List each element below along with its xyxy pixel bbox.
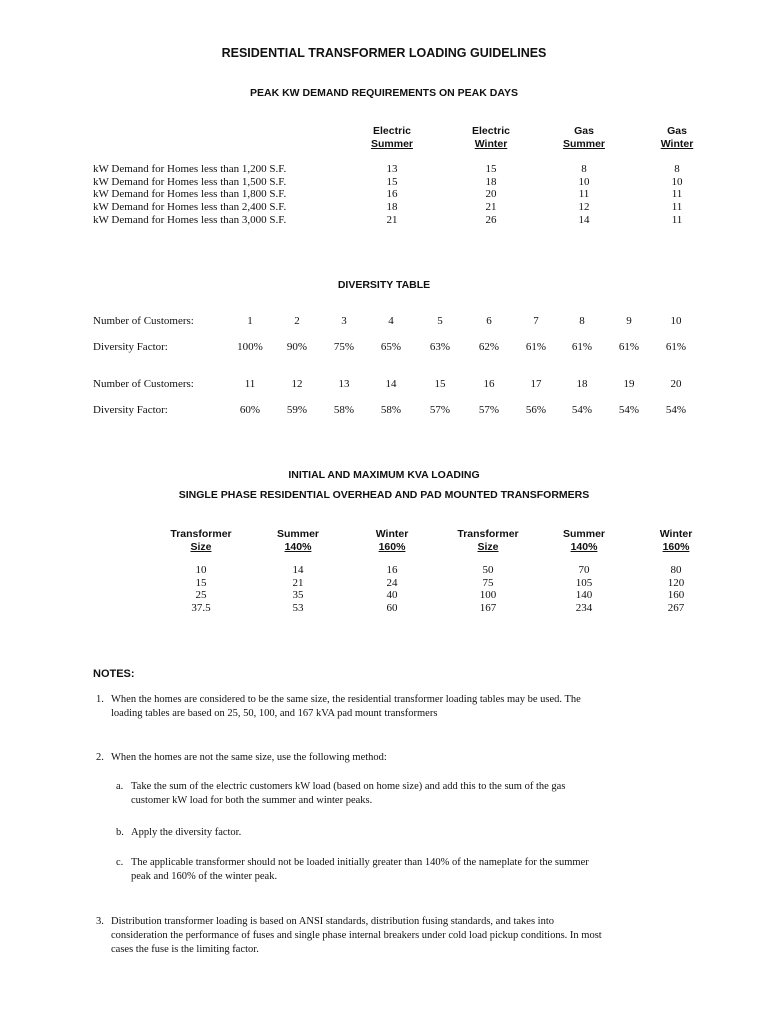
diversity-factor-value: 63% [429,341,451,353]
customers-label: Number of Customers: [93,315,194,327]
diversity-factor-value: 61% [525,341,547,353]
peak-column-header [632,125,722,151]
peak-column-header-line-1: Electric [373,125,411,137]
kva-cell: 40 [386,589,398,602]
kva-column-header [539,528,629,554]
kva-cell: 50 [482,564,494,576]
note-2a-line-1: Take the sum of the electric customers kW load (based on home size) and add this to the sum of the gas [131,781,566,792]
note-2a-letter: a. [116,781,124,792]
customer-count: 12 [291,378,303,390]
kva-cell: 15 [195,576,207,589]
diversity-factor-value: 58% [380,404,402,416]
kva-column-header-line-1: Transformer [457,528,519,540]
customer-count: 10 [670,315,682,327]
diversity-table-heading: DIVERSITY TABLE [337,279,431,291]
diversity-factor-value: 90% [286,341,308,353]
kva-cell: 70 [578,564,590,576]
customer-count: 4 [388,315,394,327]
kva-cell: 160 [667,589,685,602]
peak-row-value: 12 [578,201,590,214]
note-1-text [111,693,711,721]
note-2c-letter: c. [116,857,124,868]
diversity-factor-value: 62% [478,341,500,353]
kva-cell: 16 [386,564,398,576]
peak-row-label: kW Demand for Homes less than 1,200 S.F. [93,163,287,175]
kva-column-header [443,528,533,554]
kva-cell: 105 [575,576,593,589]
peak-row-value: 20 [485,188,497,201]
peak-column-header [347,125,437,151]
peak-row-value: 15 [485,163,497,175]
peak-row-value: 10 [671,175,683,188]
kva-loading-heading: INITIAL AND MAXIMUM KVA LOADING [288,469,480,481]
customer-count: 18 [576,378,588,390]
peak-column-header-line-1: Gas [667,125,687,137]
note-3-number: 3. [96,916,104,927]
kva-column-header-line-2: Size [477,541,499,553]
peak-row-value: 14 [578,213,590,226]
diversity-factor-value: 56% [525,404,547,416]
kva-column-header-line-1: Summer [276,528,319,540]
kva-column-header-line-1: Winter [659,528,693,540]
kva-column-header-line-1: Transformer [170,528,232,540]
kva-cell: 14 [292,564,304,576]
note-2c-text [131,856,711,884]
peak-column-header [539,125,629,151]
customer-count: 13 [338,378,350,390]
customer-count: 7 [533,315,539,327]
diversity-factor-value: 75% [333,341,355,353]
diversity-factor-value: 57% [429,404,451,416]
kva-column-header [631,528,721,554]
kva-cell: 167 [479,601,497,614]
note-2a-text [131,780,711,808]
peak-row-value: 11 [578,188,590,201]
note-3-text [111,915,711,957]
note-2-number: 2. [96,752,104,763]
customer-count: 2 [294,315,300,327]
customer-count: 16 [483,378,495,390]
diversity-factor-value: 61% [618,341,640,353]
diversity-factor-value: 54% [571,404,593,416]
diversity-factor-label: Diversity Factor: [93,341,168,353]
peak-row-value: 13 [386,163,398,175]
customer-count: 8 [579,315,585,327]
diversity-factor-value: 61% [571,341,593,353]
peak-column-header-line-1: Electric [472,125,510,137]
peak-demand-heading: PEAK KW DEMAND REQUIREMENTS ON PEAK DAYS [250,87,518,99]
peak-row-value: 21 [386,213,398,226]
kva-cell: 75 [482,576,494,589]
diversity-factor-value: 61% [665,341,687,353]
peak-row-value: 16 [386,188,398,201]
peak-row-value: 11 [671,188,683,201]
kva-column-header-line-2: 160% [378,541,406,553]
customer-count: 14 [385,378,397,390]
peak-row-value: 18 [386,201,398,214]
kva-column-header-line-1: Summer [562,528,605,540]
note-2b-text: Apply the diversity factor. [131,827,242,838]
peak-row-value: 18 [485,175,497,188]
diversity-factor-value: 59% [286,404,308,416]
customers-label: Number of Customers: [93,378,194,390]
note-2c-line-1: The applicable transformer should not be loaded initially greater than 140% of the nameplate for the summer [131,857,589,868]
note-3-line-2: consideration the performance of fuses and single phase internal breakers under cold load pickup conditions. In most [111,930,602,941]
kva-cell: 25 [195,589,207,602]
diversity-factor-value: 58% [333,404,355,416]
diversity-factor-value: 65% [380,341,402,353]
note-2-text: When the homes are not the same size, use the following method: [111,752,387,763]
note-2a-line-2: customer kW load for both the summer and winter peaks. [131,795,373,806]
peak-row-value: 8 [581,163,587,175]
customer-count: 19 [623,378,635,390]
kva-cell: 21 [292,576,304,589]
kva-column-header-line-2: 140% [284,541,312,553]
note-3-line-3: cases the fuse is the limiting factor. [111,944,259,955]
peak-row-value: 21 [485,201,497,214]
peak-row-value: 8 [674,163,680,175]
document-title: RESIDENTIAL TRANSFORMER LOADING GUIDELINES [221,46,547,60]
kva-cell: 10 [195,564,207,576]
kva-column-header [253,528,343,554]
customer-count: 9 [626,315,632,327]
kva-cell: 100 [479,589,497,602]
peak-row-label: kW Demand for Homes less than 2,400 S.F. [93,201,287,214]
customer-count: 15 [434,378,446,390]
kva-cell: 24 [386,576,398,589]
note-2b-letter: b. [116,827,124,838]
peak-column-header-line-2: Winter [474,138,508,150]
customer-count: 5 [437,315,443,327]
customer-count: 1 [247,315,253,327]
kva-column-header [156,528,246,554]
peak-row-value: 11 [671,201,683,214]
kva-cell: 37.5 [191,601,211,614]
customer-count: 17 [530,378,542,390]
diversity-factor-value: 54% [618,404,640,416]
note-1-number: 1. [96,694,104,705]
kva-cell: 80 [670,564,682,576]
peak-row-label: kW Demand for Homes less than 1,800 S.F. [93,188,287,201]
customer-count: 6 [486,315,492,327]
kva-cell: 140 [575,589,593,602]
kva-column-header-line-2: Size [190,541,212,553]
diversity-factor-value: 57% [478,404,500,416]
customer-count: 20 [670,378,682,390]
kva-cell: 120 [667,576,685,589]
diversity-factor-label: Diversity Factor: [93,404,168,416]
customer-count: 11 [244,378,256,390]
kva-cell: 35 [292,589,304,602]
note-1-line-1: When the homes are considered to be the same size, the residential transformer loading tables may be used. The [111,694,581,705]
peak-row-label: kW Demand for Homes less than 1,500 S.F. [93,175,287,188]
kva-cell: 53 [292,601,304,614]
note-1-line-2: loading tables are based on 25, 50, 100, and 167 kVA pad mount transformers [111,708,438,719]
peak-column-header-line-2: Summer [370,138,413,150]
peak-row-value: 26 [485,213,497,226]
diversity-factor-value: 60% [239,404,261,416]
diversity-factor-value: 100% [237,341,263,353]
kva-column-header [347,528,437,554]
notes-title: NOTES: [93,668,135,680]
kva-column-header-line-1: Winter [375,528,409,540]
kva-cell: 60 [386,601,398,614]
peak-row-value: 11 [671,213,683,226]
peak-column-header-line-1: Gas [574,125,594,137]
kva-column-header-line-2: 160% [662,541,690,553]
peak-column-header-line-2: Winter [660,138,694,150]
kva-cell: 267 [667,601,685,614]
kva-column-header-line-2: 140% [570,541,598,553]
peak-column-header-line-2: Summer [562,138,605,150]
kva-loading-subheading: SINGLE PHASE RESIDENTIAL OVERHEAD AND PAD MOUNTED TRANSFORMERS [178,489,590,501]
peak-row-value: 10 [578,175,590,188]
peak-row-label: kW Demand for Homes less than 3,000 S.F. [93,213,287,226]
kva-cell: 234 [575,601,593,614]
peak-row-value: 15 [386,175,398,188]
customer-count: 3 [341,315,347,327]
diversity-factor-value: 54% [665,404,687,416]
peak-column-header [446,125,536,151]
note-2c-line-2: peak and 160% of the winter peak. [131,871,278,882]
note-3-line-1: Distribution transformer loading is based on ANSI standards, distribution fusing standards, and takes into [111,916,554,927]
